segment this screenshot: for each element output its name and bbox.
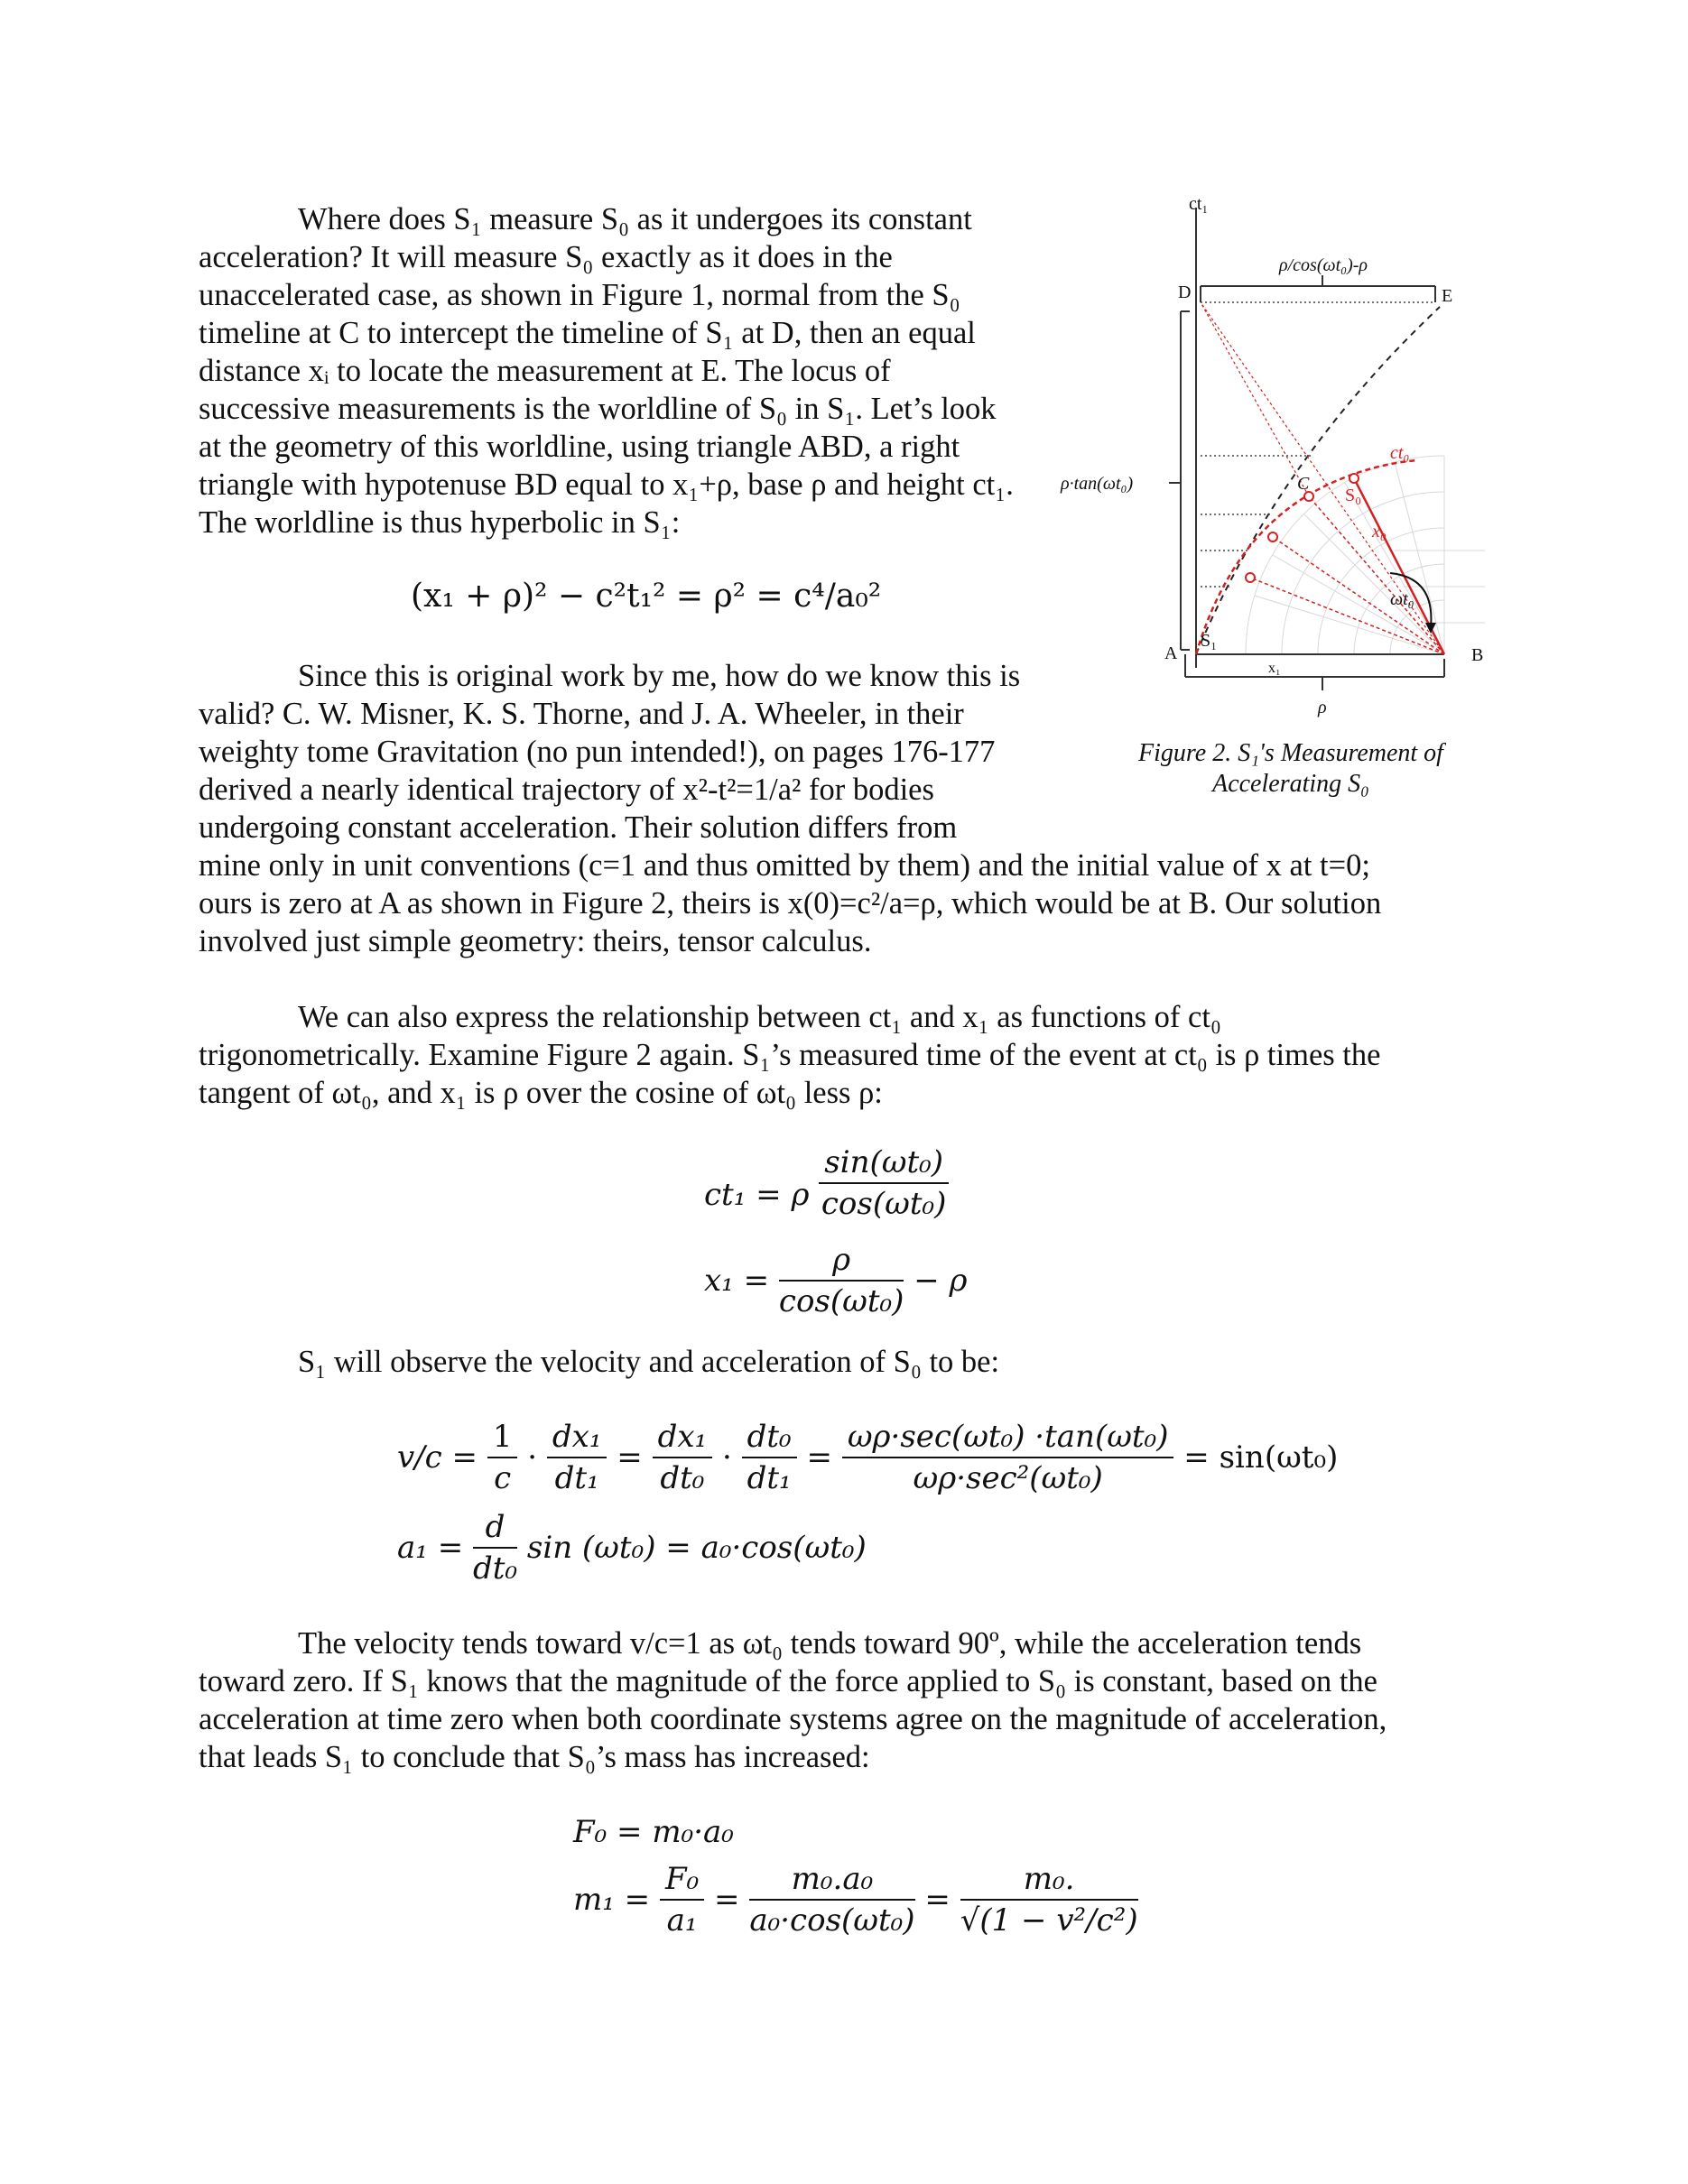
frac-1-over-c — [487, 1417, 518, 1498]
ct1-rho: ρ — [791, 1177, 810, 1213]
p1-line-9: The worldline is thus hyperbolic in S₁: — [199, 505, 681, 540]
label-ct0: ct₀ — [1390, 443, 1410, 463]
f1-den: c — [494, 1460, 512, 1496]
figure-2-diagram — [1061, 190, 1494, 717]
f2-num: dx₁ — [547, 1417, 607, 1458]
f4-den: dt₁ — [747, 1460, 792, 1496]
frac-d-dt0 — [473, 1507, 517, 1588]
g2-den: a₀·cos(ωt₀) — [749, 1902, 915, 1939]
p1-line-1: Where does S₁ measure S₀ as it undergoes its constant — [298, 202, 972, 236]
frac-lorentz — [960, 1859, 1138, 1940]
ct1-denominator: cos(ωt₀) — [821, 1186, 947, 1222]
paragraph-1 — [199, 200, 1065, 541]
x1-tail: − ρ — [914, 1263, 968, 1299]
frac-m0a0 — [749, 1859, 914, 1940]
frac-dx1-dt1 — [547, 1417, 607, 1498]
paragraph-3 — [199, 998, 1480, 1112]
p1-line-7: at the geometry of this worldline, using triangle ABD, a right — [199, 430, 960, 464]
p3-line-2: trigonometrically. Examine Figure 2 again. S₁’s measured time of the event at ct₀ is ρ times the — [199, 1038, 1381, 1072]
p1-line-5: distance xᵢ to locate the measurement at E. The locus of — [199, 354, 891, 388]
paragraph-4 — [298, 1343, 1381, 1381]
equation-block-mass: F₀ = m₀·a₀ m₁ = $\frac{\text{F₀}}{\text{a₁}}$ = $\frac{\text{m₀.a₀}}{\text{a₀·cos(ωt₀)}}$ = $\frac{\text{m₀.}}{\text{√(1 − v²/c²)}}$ — [573, 1814, 1138, 1939]
p2-line-3: weighty tome Gravitation (no pun intended!), on pages 176-177 — [199, 735, 996, 769]
label-C: C — [1297, 474, 1310, 494]
label-x0: x₀ — [1372, 522, 1387, 541]
caption-line-2: Accelerating S₀ — [1212, 770, 1369, 798]
p1-line-8: triangle with hypotenuse BD equal to x₁+ρ, base ρ and height ct₁. — [199, 467, 1014, 502]
f3-num: dx₁ — [653, 1417, 713, 1458]
label-ct1: ct₁ — [1189, 194, 1209, 214]
x1-lhs: x₁ = — [704, 1263, 770, 1299]
x1-denominator: cos(ωt₀) — [778, 1283, 904, 1319]
frac-F0-a1 — [660, 1859, 704, 1940]
p5-line-3: acceleration at time zero when both coordinate systems agree on the magnitude of acceleration, — [199, 1702, 1387, 1736]
g3-num: m₀. — [960, 1859, 1138, 1901]
p2-line-2: valid? C. W. Misner, K. S. Thorne, and J. A. Wheeler, in their — [199, 697, 964, 731]
p1-line-3: unaccelerated case, as shown in Figure 1, normal from the S₀ — [199, 278, 960, 312]
g3-den: √(1 − v²/c²) — [960, 1902, 1138, 1939]
p1-line-2: acceleration? It will measure S₀ exactly as it does in the — [199, 240, 893, 274]
label-S0: S₀ — [1345, 486, 1362, 505]
f1-num: 1 — [487, 1417, 518, 1458]
omega-arrowhead — [1425, 623, 1436, 634]
x1-fraction — [779, 1240, 904, 1321]
equation-hyperbola: (x₁ + ρ)² − c²t₁² = ρ² = c⁴/a₀² — [411, 578, 882, 615]
p1-line-6: successive measurements is the worldline of S₀ in S₁. Let’s look — [199, 392, 997, 426]
label-x1: x₁ — [1268, 661, 1281, 676]
a1-lhs: a₁ = — [397, 1530, 464, 1566]
g1-den: a₁ — [666, 1902, 698, 1939]
p2-line-1: Since this is original work by me, how do we know this is — [298, 659, 1021, 693]
ct1-numerator: sin(ωt₀) — [819, 1143, 949, 1184]
p5-line-2: toward zero. If S₁ knows that the magnitude of the force applied to S₀ is constant, based on the — [199, 1664, 1377, 1698]
ct1-lhs: ct₁ = — [704, 1177, 782, 1213]
f4-num: dt₀ — [742, 1417, 797, 1458]
f5-den: ωρ·sec²(ωt₀) — [913, 1460, 1103, 1496]
f3-den: dt₀ — [660, 1460, 705, 1496]
frac-dx1-dt0 — [653, 1417, 713, 1498]
v-rhs: = sin(ωt₀) — [1183, 1439, 1339, 1476]
label-rho-tan: ρ·tan(ωt₀) — [1061, 474, 1134, 494]
label-S1: S₁ — [1201, 631, 1218, 651]
paragraph-5 — [199, 1624, 1480, 1776]
a-num: d — [473, 1507, 517, 1549]
p2-line-6: mine only in unit conventions (c=1 and thus omitted by them) and the initial value of x at t=0; — [199, 848, 1370, 883]
p3-line-3: tangent of ωt₀, and x₁ is ρ over the cosine of ωt₀ less ρ: — [199, 1076, 883, 1110]
p3-line-1: We can also express the relationship between ct₁ and x₁ as functions of ct₀ — [298, 1000, 1221, 1034]
ct1-fraction — [819, 1143, 949, 1224]
x1-numerator: ρ — [779, 1240, 904, 1282]
p5-line-4: that leads S₁ to conclude that S₀’s mass has increased: — [199, 1740, 870, 1774]
label-B: B — [1471, 645, 1484, 665]
label-top-measure: ρ/cos(ωt₀)-ρ — [1279, 255, 1368, 275]
frac-dt0-dt1 — [742, 1417, 797, 1498]
v-lhs: v/c = — [397, 1439, 478, 1476]
m1-lhs: m₁ = — [573, 1882, 651, 1918]
p4-line-1: S₁ will observe the velocity and acceleration of S₀ to be: — [298, 1345, 1000, 1379]
p5-line-1: The velocity tends toward v/c=1 as ωt₀ tends toward 90º, while the acceleration tends — [298, 1626, 1362, 1661]
p2-line-5: undergoing constant acceleration. Their solution differs from — [199, 810, 958, 845]
p2-line-4: derived a nearly identical trajectory of x²-t²=1/a² for bodies — [199, 773, 934, 807]
equation-block-ct1-x1 — [704, 1146, 1065, 1327]
p2-line-7: ours is zero at A as shown in Figure 2, theirs is x(0)=c²/a=ρ, which would be at B. Our solution — [199, 886, 1382, 921]
a1-rhs: sin (ωt₀) = a₀·cos(ωt₀) — [526, 1530, 867, 1566]
label-omega-t0: ωt₀ — [1390, 589, 1414, 609]
label-rho: ρ — [1318, 698, 1327, 717]
f5-num: ωρ·sec(ωt₀) ·tan(ωt₀) — [842, 1417, 1174, 1458]
f2-den: dt₁ — [554, 1460, 599, 1496]
a-den: dt₀ — [473, 1550, 518, 1587]
g2-num: m₀.a₀ — [749, 1859, 914, 1901]
polar-grid — [1246, 456, 1485, 654]
g1-num: F₀ — [660, 1859, 704, 1901]
figure-2-caption — [1119, 738, 1462, 800]
caption-line-1: Figure 2. S₁'s Measurement of — [1138, 739, 1443, 767]
frac-sec-tan — [842, 1417, 1174, 1498]
label-E: E — [1442, 286, 1453, 306]
label-D: D — [1178, 282, 1192, 302]
paragraph-2 — [199, 657, 1480, 960]
label-A: A — [1164, 643, 1178, 663]
equation-block-velocity: v/c = $\frac{1}{c}$ · $\frac{\text{dx₁}}{\text{dt₁}}$ = $\frac{\text{dx₁}}{\text{dt₀}}$ · $\frac{\text{dt₀}}{\text{dt₁}}$ = $\frac{\text{ωρ·sec(ωt₀) ·tan(ωt₀)}}{\text{ωρ·sec²(ωt₀)}}$ = sin(ωt₀) a₁ = $\frac{d}{\text{dt₀}}$ sin (ωt₀) = a₀·cos(ωt₀) — [397, 1419, 1339, 1587]
p1-line-4: timeline at C to intercept the timeline of S₁ at D, then an equal — [199, 316, 976, 350]
p2-line-8: involved just simple geometry: theirs, tensor calculus. — [199, 924, 872, 958]
force-line: F₀ = m₀·a₀ — [573, 1814, 734, 1850]
